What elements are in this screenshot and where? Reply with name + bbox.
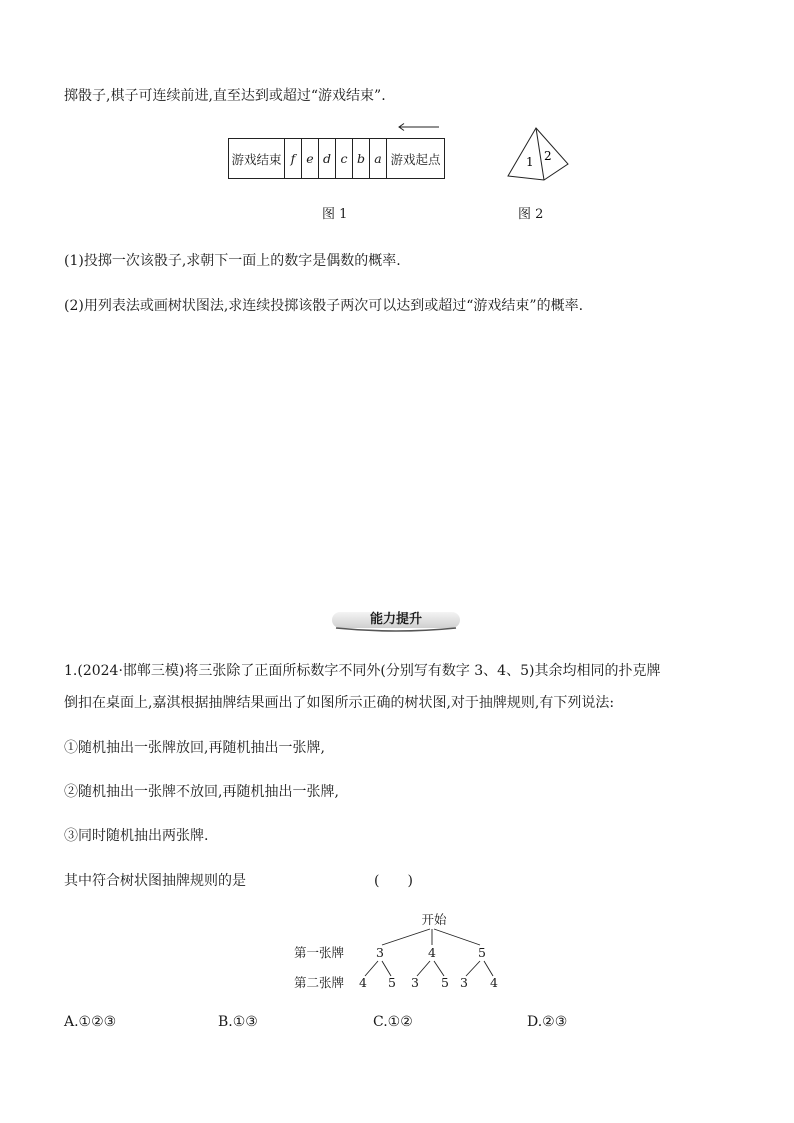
- board-cell-c: c: [336, 139, 353, 178]
- board-cell-a: a: [370, 139, 387, 178]
- board-cell-b: b: [353, 139, 370, 178]
- question-2: (2)用列表法或画树状图法,求连续投掷该骰子两次可以达到或超过“游戏结束”的概率.: [64, 298, 584, 314]
- tree-branch: [365, 961, 378, 976]
- problem-line-1: 1.(2024·邯郸三模)将三张除了正面所标数字不同外(分别写有数字 3、4、5)其余均相同的扑克牌: [64, 663, 661, 679]
- tree-branch: [466, 961, 480, 976]
- tetrahedron-die-icon: [506, 126, 570, 182]
- tree-first-5: 5: [478, 945, 486, 960]
- tree-branch: [417, 961, 430, 976]
- tree-branch: [484, 961, 493, 976]
- figure2-caption: 图 2: [518, 207, 544, 222]
- tree-branch: [382, 929, 430, 945]
- option-b[interactable]: B.①③: [218, 1014, 258, 1030]
- game-board: [228, 138, 445, 179]
- die-face-label-1: 1: [526, 155, 534, 169]
- option-a[interactable]: A.①②③: [64, 1014, 117, 1030]
- tree-second-2: 5: [388, 975, 396, 990]
- board-cell-e: e: [302, 139, 319, 178]
- question-1: (1)投掷一次该骰子,求朝下一面上的数字是偶数的概率.: [64, 253, 401, 269]
- tree-second-6: 4: [490, 975, 498, 990]
- tree-second-1: 4: [359, 975, 367, 990]
- statement-2: ②随机抽出一张牌不放回,再随机抽出一张牌,: [64, 784, 339, 800]
- tree-root: 开始: [421, 912, 447, 927]
- tree-first-4: 4: [428, 945, 436, 960]
- tree-second-5: 3: [460, 975, 468, 990]
- board-cell-d: d: [319, 139, 336, 178]
- board-cell-end: 游戏结束: [229, 139, 285, 178]
- statement-3: ③同时随机抽出两张牌.: [64, 828, 209, 844]
- answer-blank: ( ): [374, 873, 413, 889]
- tree-branch: [434, 961, 444, 976]
- figure1-caption: 图 1: [322, 207, 348, 222]
- option-c[interactable]: C.①②: [373, 1014, 413, 1030]
- board-cell-start: 游戏起点: [390, 151, 441, 167]
- option-d[interactable]: D.②③: [527, 1014, 568, 1030]
- die-face-label-2: 2: [544, 149, 552, 163]
- problem-line-2: 倒扣在桌面上,嘉淇根据抽牌结果画出了如图所示正确的树状图,对于抽牌规则,有下列说法:: [64, 695, 615, 711]
- tree-diagram: [290, 905, 510, 995]
- tree-second-3: 3: [411, 975, 419, 990]
- tree-branch: [382, 961, 391, 976]
- tree-first-3: 3: [376, 945, 384, 960]
- statement-1: ①随机抽出一张牌放回,再随机抽出一张牌,: [64, 740, 325, 756]
- tree-row2-label: 第二张牌: [294, 975, 345, 990]
- problem-question: 其中符合树状图抽牌规则的是: [64, 873, 246, 889]
- intro-text: 掷骰子,棋子可连续前进,直至达到或超过“游戏结束”.: [64, 88, 386, 104]
- board-cell-f: f: [285, 139, 302, 178]
- direction-arrow-icon: [396, 122, 440, 132]
- tree-branch: [434, 929, 480, 945]
- tree-second-4: 5: [441, 975, 449, 990]
- section-banner-title: 能力提升: [369, 612, 422, 627]
- tree-row1-label: 第一张牌: [294, 945, 345, 960]
